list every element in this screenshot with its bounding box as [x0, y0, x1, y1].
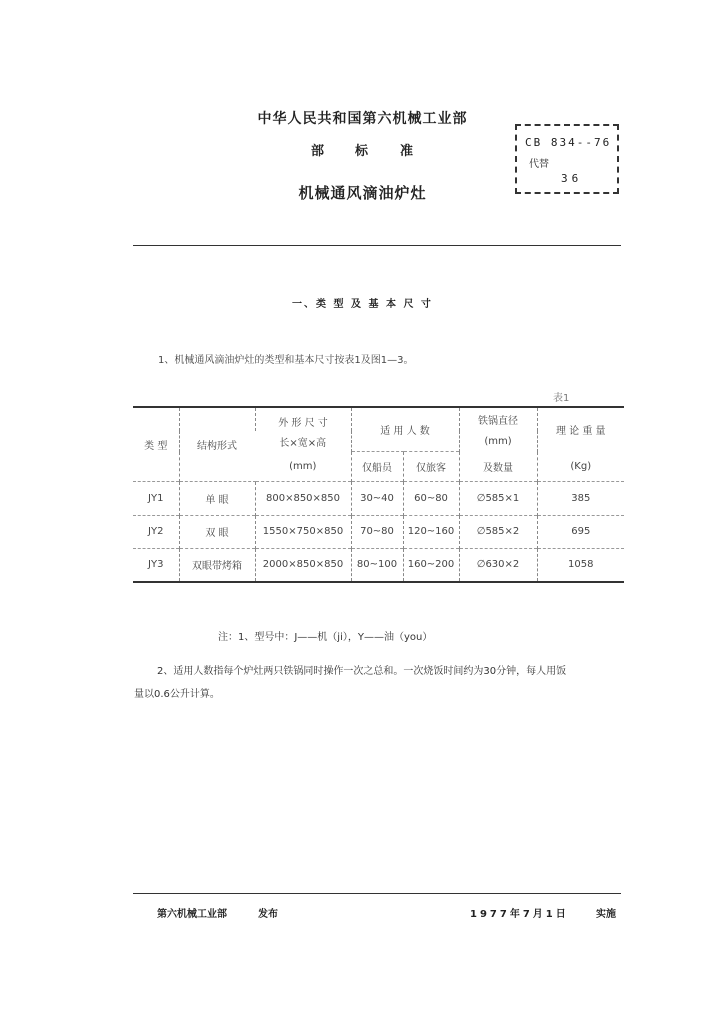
dimensions-table: [133, 406, 624, 583]
header-people-crew: 仅船员: [351, 452, 403, 482]
section-paragraph: 1、机械通风滴油炉灶的类型和基本尺寸按表1及图1—3。: [158, 355, 414, 366]
cell-crew: 70~80: [351, 515, 403, 548]
footer-implemented: 实施: [596, 909, 616, 920]
footer-divider: [133, 893, 621, 894]
footer-date: 1977年7月1日: [470, 909, 569, 920]
cell-type: JY1: [133, 482, 179, 515]
cell-passenger: 60~80: [403, 482, 459, 515]
table-row: [133, 548, 624, 582]
header-type: 类 型: [144, 441, 168, 453]
header-dims-unit: (mm): [289, 461, 317, 473]
cell-crew: 30~40: [351, 482, 403, 515]
cell-crew: 80~100: [351, 548, 403, 582]
cell-structure: 双 眼: [179, 515, 255, 548]
header-dims-line1: 外 形 尺 寸: [255, 407, 351, 431]
header-people-passenger: 仅旅客: [403, 452, 459, 482]
cell-structure: 单 眼: [179, 482, 255, 515]
standard-label-char-1: 部: [311, 144, 325, 159]
header-structure: 结构形式: [179, 407, 255, 482]
note-2-line-2: 量以0.6公升计算。: [134, 689, 220, 700]
standard-code-box: [515, 124, 619, 194]
cell-pot: ∅630×2: [459, 548, 537, 582]
header-people: 适 用 人 数: [351, 407, 459, 452]
ministry-name: 中华人民共和国第六机械工业部: [257, 111, 468, 127]
cell-dims: 800×850×850: [255, 482, 351, 515]
header-pot-line3: 及数量: [459, 452, 537, 482]
cell-passenger: 160~200: [403, 548, 459, 582]
cell-weight: 695: [537, 515, 624, 548]
standard-label-char-3: 准: [400, 144, 414, 159]
cell-pot: ∅585×1: [459, 482, 537, 515]
header-pot-line1: 铁锅直径: [459, 407, 537, 431]
standard-code: CB 834--76: [525, 136, 612, 149]
cell-structure: 双眼带烤箱: [179, 548, 255, 582]
cell-pot: ∅585×2: [459, 515, 537, 548]
header-weight-unit: (Kg): [537, 452, 624, 482]
header-pot-line2: (mm): [459, 431, 537, 452]
replaces-number: 36: [561, 172, 583, 185]
cell-type: JY2: [133, 515, 179, 548]
cell-dims: 1550×750×850: [255, 515, 351, 548]
cell-type: JY3: [133, 548, 179, 582]
table-number: 表1: [553, 393, 570, 404]
header-weight: 理 论 重 量: [537, 407, 624, 452]
footer-published: 发布: [258, 909, 278, 920]
section-heading: 一、类 型 及 基 本 尺 寸: [292, 299, 433, 310]
cell-dims: 2000×850×850: [255, 548, 351, 582]
table-row: [133, 482, 624, 515]
note-2-line-1: 2、适用人数指每个炉灶两只铁锅同时操作一次之总和。一次烧饭时间约为30分钟，每人用饭: [157, 666, 567, 677]
header-divider: [133, 245, 621, 246]
cell-weight: 1058: [537, 548, 624, 582]
document-title: 机械通风滴油炉灶: [298, 184, 427, 202]
cell-passenger: 120~160: [403, 515, 459, 548]
cell-weight: 385: [537, 482, 624, 515]
footer-issuer: 第六机械工业部: [157, 909, 227, 920]
header-dims-line2: 长×宽×高: [279, 437, 327, 449]
replaces-label: 代替: [529, 159, 549, 170]
note-1: 注：1、型号中：J——机（ji），Y——油（you）: [218, 632, 433, 643]
standard-label-char-2: 标: [355, 144, 369, 159]
table-row: [133, 515, 624, 548]
